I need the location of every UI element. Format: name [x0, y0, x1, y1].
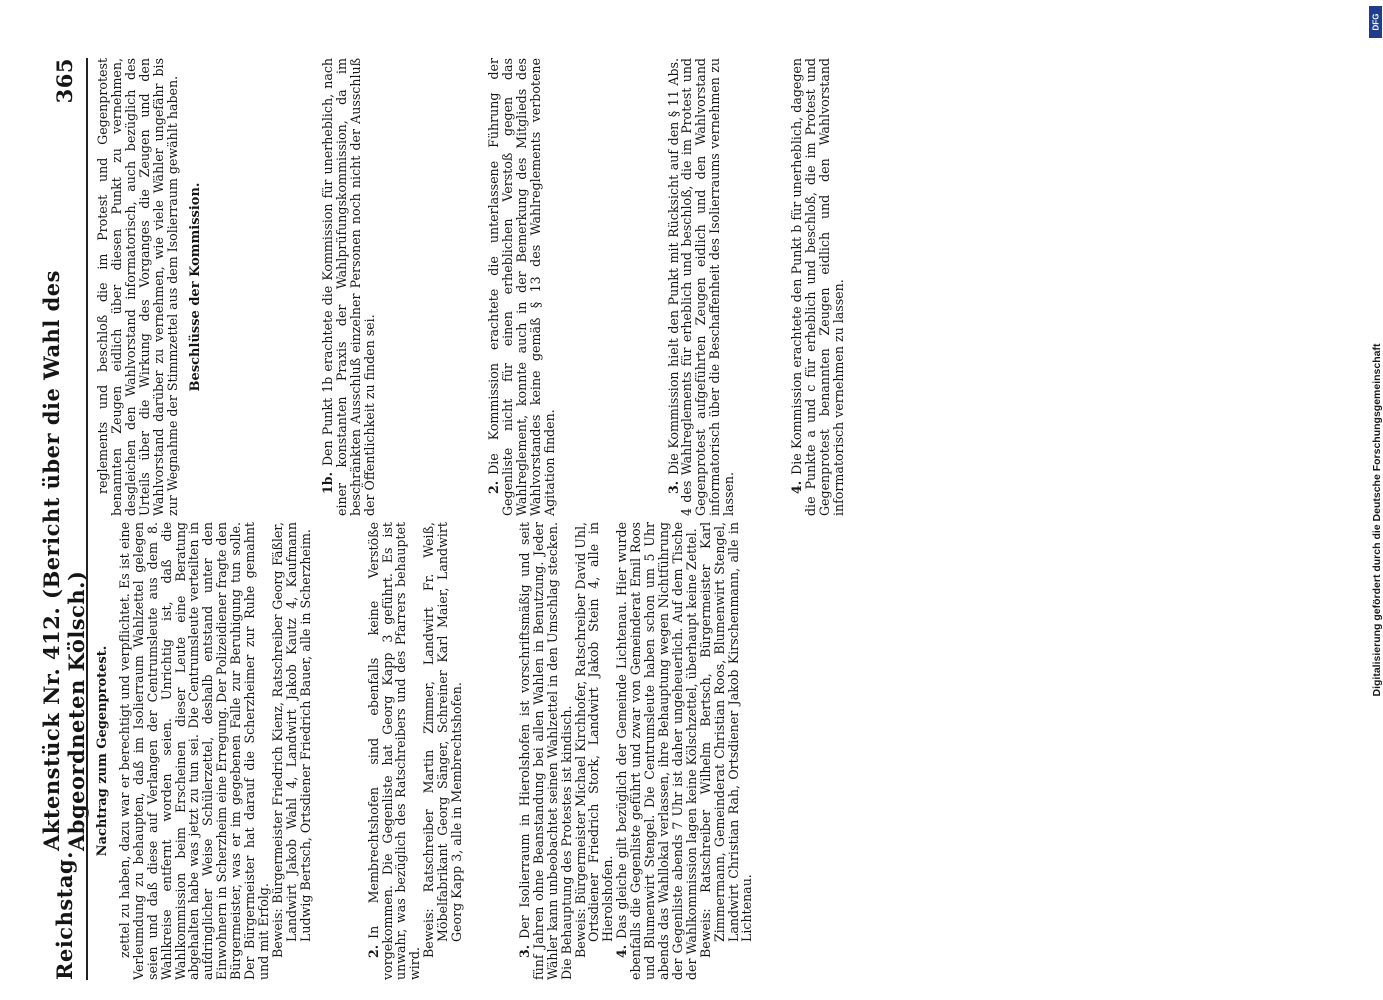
item-number: 3.: [665, 480, 681, 494]
paragraph-text: Das gleiche gilt bezüglich der Gemeinde Lichtenau. Hier wurde ebenfalls die Gegenliste geführt und zwar von Gemeinderat Emil Roos und Blumenwirt Stengel. Die Centrumsleute haben schon um 5 Uhr abends das Wahllokal verlassen, ihre Behauptung wegen Nichtführung der Gegenliste abends 7 Uhr ist daher ungeheuerlich. Auf dem Tische der Wahlkommission lagen keine Kölschzettel, überhaupt keine Zettel.: [614, 522, 699, 980]
header-left: Reichstag.: [51, 851, 77, 980]
numbered-paragraph: [518, 522, 574, 980]
gap: [736, 58, 790, 516]
header-rule: [86, 58, 88, 980]
right-subheading: Beschlüsse der Kommission.: [188, 182, 204, 392]
gap: [313, 522, 367, 980]
gap: [211, 58, 321, 516]
right-column: [96, 58, 846, 516]
numbered-paragraph: [667, 58, 737, 516]
numbered-paragraph: [367, 522, 423, 980]
header-title: Aktenstück Nr. 412. (Bericht über die Wahl des Abgeordneten Kölsch.): [39, 270, 89, 852]
numbered-paragraph: [321, 58, 377, 516]
gap: [464, 522, 518, 980]
item-number: 4.: [614, 944, 630, 958]
paragraph: reglements und beschloß die im Protest und Gegenprotest benannten Zeugen eidlich über diesen Punkt zu vernehmen, desgleichen den Wahlvorstand informatorisch, auch bezüglich des Urteils über die Wirkung des Vorganges die Zeugen und den Wahlvorstand darüber zu vernehmen, wie viele Wähler ungefähr bis zur Wegnahme der Stimmzettel aus dem Isolierraum gewählt haben.: [95, 58, 180, 516]
left-subheading: Nachtrag zum Gegenprotest.: [95, 645, 110, 857]
gap: [557, 58, 667, 516]
item-number: 4.: [789, 480, 805, 494]
item-number: 1b.: [320, 472, 336, 494]
credit-text: Digitalisierung gefördert durch die Deutsche Forschungsgemeinschaft: [1371, 343, 1383, 697]
gap: [377, 58, 487, 516]
proof-list: Beweis: Bürgermeister Michael Kirchhofer, Ratschreiber David Uhl, Ortsdiener Friedrich Stork, Landwirt Jakob Stein 4, alle in Hierolshofen.: [572, 522, 616, 958]
proof-list: Beweis: Ratschreiber Wilhelm Bertsch, Bürgermeister Karl Zimmermann, Gemeinderat Christian Roos, Blumenwirt Stengel, Landwirt Christian Rah, Ortsdiener Jakob Kirschenmann, alle in Lichtenau.: [697, 522, 755, 958]
numbered-paragraph: [790, 58, 846, 516]
paragraph-text: Der Isolierraum in Hierolshofen ist vorschriftsmäßig und seit fünf Jahren ohne Beanstandung bei allen Wahlen in Benutzung. Jeder Wähler kann unbeobachtet seinen Wahlzettel in den Umschlag stecken. Die Behauptung des Protestes ist kindisch.: [516, 522, 574, 980]
paragraph-text: Die Kommission erachtete die unterlassene Führung der Gegenliste nicht für einen erheblichen Verstoß gegen das Wahlreglement, konnte auch in der Bemerkung des Mitglieds des Wahlvorstandes keine gemäß § 13 des Wahlreglements verbotene Agitation finden.: [485, 58, 557, 516]
numbered-paragraph: [487, 58, 557, 516]
digitization-credit: [1370, 30, 1383, 990]
paragraph: zettel zu haben, dazu war er berechtigt und verpflichtet. Es ist eine Verleumdung zu behaupten, daß im Isolierraum Wahlzettel gelegen seien und daß diese auf Verlangen der Centrumsleute aus dem 8. Wahlkreise entfernt worden seien. Unrichtig ist, daß die Wahlkommission beim Erscheinen dieser Leute eine Beratung abgehalten habe was jetzt zu tun sei. Die Centrumsleute verteilten in aufdringlicher Weise Schülerzettel, deshalb entstand unter den Einwohnern in Scherzheim eine Erregung. Der Polizeidiener fragte den Bürgermeister, was er im gegebenen Falle zur Beruhigung tun solle. Der Bürgermeister hat darauf die Scherzheimer zur Ruhe gemahnt und mit Erfolg.: [116, 522, 271, 980]
proof-list: Beweis: Bürgermeister Friedrich Kienz, Ratschreiber Georg Fäßler, Landwirt Jakob Wahl 4, Landwirt Jakob Kautz 4, Kaufmann Ludwig Bertsch, Ortsdiener Friedrich Bauer, alle in Scherzheim.: [269, 522, 313, 958]
paragraph-text: Den Punkt 1b erachtete die Kommission für unerheblich, nach einer konstanten Praxis der Wahlprüfungskommission, da im beschränkten Ausschluß einzelner Personen noch nicht der Ausschluß der Öffentlichkeit zu finden sei.: [320, 58, 378, 516]
page-number: 365: [51, 58, 77, 104]
paragraph-text: Die Kommission hielt den Punkt mit Rücksicht auf den § 11 Abs. 4 des Wahlreglements für erheblich und beschloß, die im Protest und Gegenprotest aufgeführten Zeugen eidlich und den Wahlvorstand informatorisch über die Beschaffenheit des Isolierraums vernehmen zu lassen.: [665, 58, 737, 516]
paragraph-text: In Membrechtshofen sind ebenfalls keine Verstöße vorgekommen. Die Gegenliste hat Georg Kapp 3 geführt. Es ist unwahr, was bezüglich des Ratschreibers und des Pfarrers behauptet wird.: [365, 522, 423, 980]
paragraph-text: Die Kommission erachtete den Punkt b für unerheblich, dagegen die Punkte a und c für erheblich und beschloß, die im Protest und Gegenprotest benannten Zeugen eidlich und den Wahlvorstand informatorisch vernehmen zu lassen.: [789, 58, 846, 516]
item-number: 2.: [365, 944, 381, 958]
item-number: 3.: [516, 944, 532, 958]
proof-list: Beweis: Ratschreiber Martin Zimmer, Landwirt Fr. Weiß, Möbelfabrikant Georg Sänger, Schreiner Karl Maier, Landwirt Georg Kapp 3, alle in Membrechtshofen.: [421, 522, 465, 958]
running-header: [39, 58, 89, 980]
dfg-logo-text: DFG: [1371, 13, 1380, 31]
left-column: [96, 522, 754, 980]
numbered-paragraph: [615, 522, 698, 980]
item-number: 2.: [485, 480, 501, 494]
